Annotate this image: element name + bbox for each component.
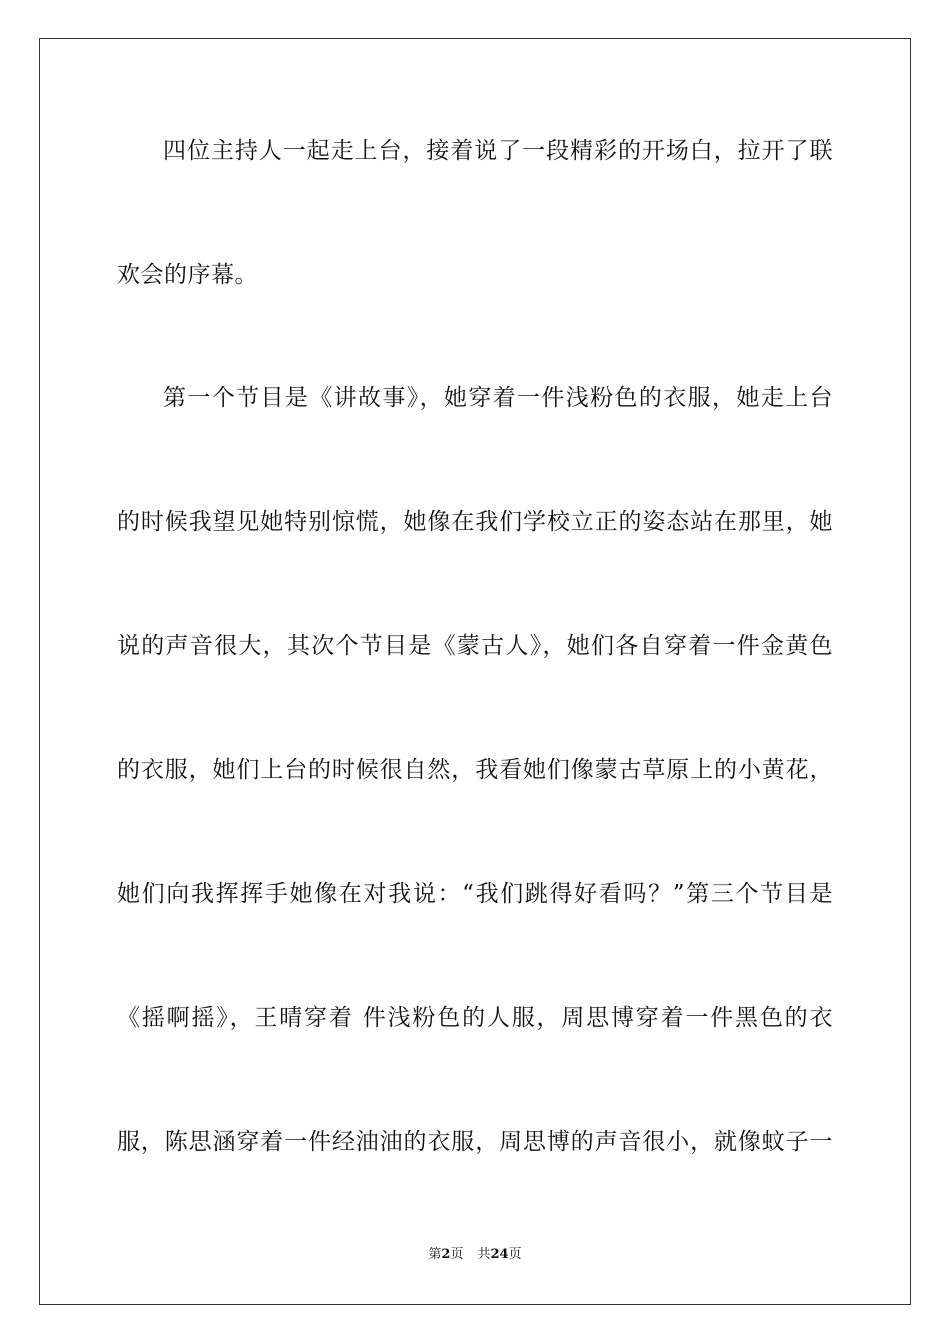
paragraph-line-2: 欢会的序幕。 [117, 262, 258, 288]
page-suffix: 页 [450, 1247, 464, 1262]
paragraph-line-9: 服，陈思涵穿着一件经油油的衣服，周思博的声音很小，就像蚊子一 [117, 1129, 833, 1155]
page-border [39, 38, 911, 1305]
page-footer [0, 1247, 950, 1263]
paragraph-line-8: 《摇啊摇》，王晴穿着 件浅粉色的人服，周思博穿着一件黑色的衣 [117, 1005, 833, 1031]
total-suffix: 页 [508, 1247, 522, 1262]
page-prefix: 第 [428, 1247, 442, 1262]
paragraph-line-5: 说的声音很大，其次个节目是《蒙古人》，她们各自穿着一件金黄色 [117, 633, 833, 659]
total-pages: 24 [490, 1247, 509, 1262]
paragraph-line-1: 四位主持人一起走上台，接着说了一段精彩的开场白，拉开了联 [163, 138, 833, 164]
paragraph-line-7: 她们向我挥挥手她像在对我说：“我们跳得好看吗？”第三个节目是 [117, 881, 833, 907]
paragraph-line-4: 的时候我望见她特别惊慌，她像在我们学校立正的姿态站在那里，她 [117, 509, 833, 535]
total-prefix: 共 [477, 1247, 491, 1262]
paragraph-line-6: 的衣服，她们上台的时候很自然，我看她们像蒙古草原上的小黄花， [117, 757, 833, 783]
page-number: 2 [441, 1247, 451, 1262]
paragraph-line-3: 第一个节目是《讲故事》，她穿着一件浅粉色的衣服，她走上台 [163, 385, 833, 411]
